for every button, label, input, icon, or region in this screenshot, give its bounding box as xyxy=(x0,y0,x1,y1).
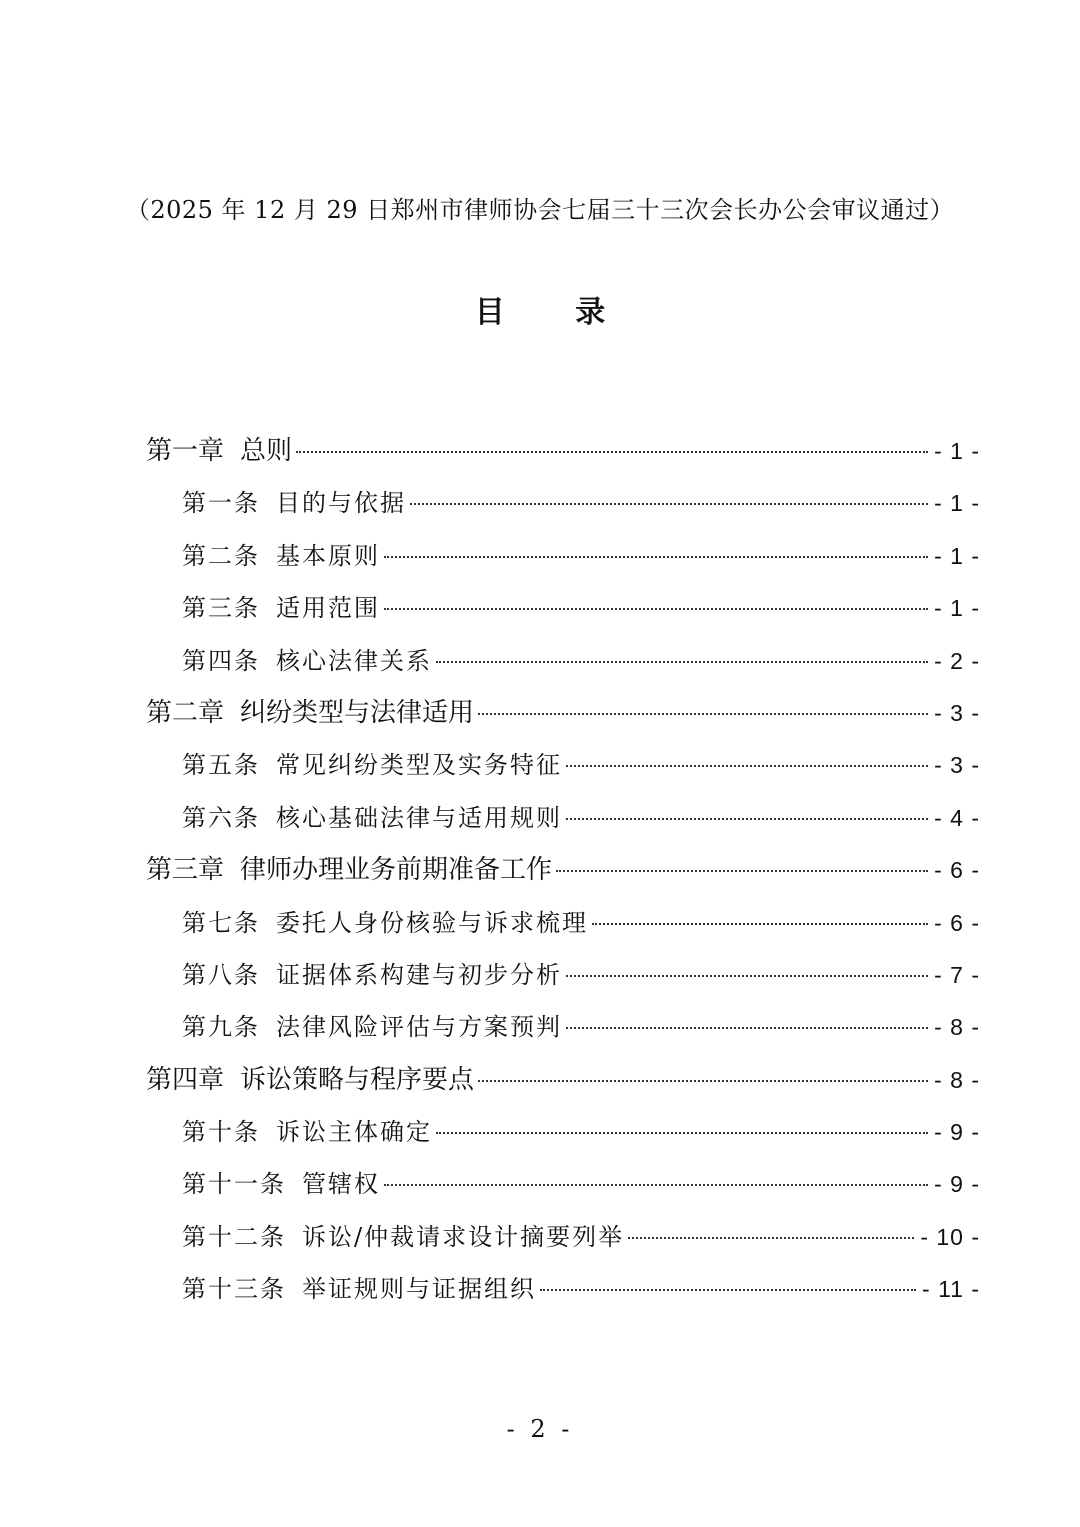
toc-entry-title: 证据体系构建与初步分析 xyxy=(276,960,562,989)
toc-entry-title: 律师办理业务前期准备工作 xyxy=(240,855,553,886)
toc-entry-article-5[interactable] xyxy=(146,739,980,791)
toc-page-number: - 1 - xyxy=(934,595,980,622)
toc-entry-title: 诉讼主体确定 xyxy=(276,1118,432,1147)
toc-entry-article-10[interactable] xyxy=(146,1106,980,1158)
toc-entry-title: 目的与依据 xyxy=(276,489,406,518)
toc-entry-number: 第二条 xyxy=(182,541,260,570)
toc-dot-leader xyxy=(384,608,928,610)
toc-entry-label xyxy=(182,1001,562,1053)
toc-page-number: - 8 - xyxy=(934,1014,980,1041)
toc-dot-leader xyxy=(410,503,928,505)
toc-entry-number: 第五条 xyxy=(182,751,260,780)
toc-entry-title: 举证规则与证据组织 xyxy=(302,1275,536,1304)
toc-entry-article-1[interactable] xyxy=(146,477,980,529)
toc-entry-label xyxy=(182,739,562,791)
toc-entry-title: 核心基础法律与适用规则 xyxy=(276,803,562,832)
toc-entry-number: 第七条 xyxy=(182,908,260,937)
toc-entry-article-7[interactable] xyxy=(146,897,980,949)
toc-dot-leader xyxy=(436,1132,928,1134)
toc-dot-leader xyxy=(436,661,928,663)
toc-entry-number: 第十二条 xyxy=(182,1222,286,1251)
toc-dot-leader xyxy=(566,1027,928,1029)
toc-entry-label xyxy=(182,1158,380,1210)
toc-dot-leader xyxy=(540,1289,916,1291)
toc-entry-number: 第一条 xyxy=(182,489,260,518)
toc-entry-number: 第四条 xyxy=(182,646,260,675)
page-number-footer: - 2 - xyxy=(506,1415,574,1443)
toc-entry-label xyxy=(182,1263,536,1315)
toc-dot-leader xyxy=(566,818,928,820)
toc-entry-number: 第二章 xyxy=(146,697,225,728)
toc-page-number: - 3 - xyxy=(934,699,980,726)
toc-entry-article-11[interactable] xyxy=(146,1158,980,1210)
toc-entry-article-12[interactable] xyxy=(146,1211,980,1263)
toc-page-number: - 3 - xyxy=(934,752,980,779)
toc-entry-label xyxy=(182,949,562,1001)
toc-entry-article-4[interactable] xyxy=(146,635,980,687)
toc-entry-title: 适用范围 xyxy=(276,594,380,623)
toc-page-number: - 2 - xyxy=(934,647,980,674)
toc-entry-number: 第三条 xyxy=(182,594,260,623)
toc-page-number: - 1 - xyxy=(934,490,980,517)
toc-entry-number: 第三章 xyxy=(146,855,225,886)
toc-entry-title: 总则 xyxy=(240,436,293,466)
toc-entry-number: 第一章 xyxy=(146,436,225,466)
toc-entry-title: 诉讼/仲裁请求设计摘要列举 xyxy=(302,1222,625,1251)
toc-dot-leader xyxy=(384,1184,928,1186)
toc-entry-number: 第十三条 xyxy=(182,1275,286,1304)
toc-entry-number: 第十条 xyxy=(182,1118,260,1147)
toc-entry-article-8[interactable] xyxy=(146,949,980,1001)
toc-entry-number: 第六条 xyxy=(182,803,260,832)
toc-entry-chapter-2[interactable] xyxy=(146,687,980,739)
toc-entry-article-13[interactable] xyxy=(146,1263,980,1315)
toc-entry-title: 法律风险评估与方案预判 xyxy=(276,1013,562,1042)
toc-entry-label xyxy=(182,792,562,844)
toc-page-number: - 8 - xyxy=(934,1066,980,1093)
toc-page-number: - 6 - xyxy=(934,857,980,884)
toc-page-number: - 10 - xyxy=(920,1223,980,1250)
toc-entry-number: 第八条 xyxy=(182,960,260,989)
toc-page-number: - 11 - xyxy=(922,1276,980,1303)
toc-dot-leader xyxy=(384,556,928,558)
toc-page-number: - 9 - xyxy=(934,1171,980,1198)
toc-page-number: - 6 - xyxy=(934,909,980,936)
toc-entry-chapter-3[interactable] xyxy=(146,844,980,896)
toc-entry-label xyxy=(146,844,552,896)
toc-dot-leader xyxy=(628,1237,914,1239)
toc-entry-label xyxy=(182,582,380,634)
toc-entry-number: 第十一条 xyxy=(182,1170,286,1199)
toc-entry-label xyxy=(146,425,292,477)
toc-entry-article-3[interactable] xyxy=(146,582,980,634)
toc-entry-label xyxy=(182,1106,432,1158)
toc-page-number: - 9 - xyxy=(934,1119,980,1146)
approval-note: （2025 年 12 月 29 日郑州市律师协会七届三十三次会长办公会审议通过） xyxy=(125,196,955,224)
toc-dot-leader xyxy=(566,975,928,977)
toc-entry-number: 第九条 xyxy=(182,1013,260,1042)
toc-dot-leader xyxy=(296,451,928,453)
toc-page-number: - 7 - xyxy=(934,961,980,988)
toc-entry-chapter-4[interactable] xyxy=(146,1054,980,1106)
toc-entry-number: 第四章 xyxy=(146,1064,225,1095)
table-of-contents xyxy=(146,425,980,1316)
toc-title: 目 录 xyxy=(474,295,636,330)
toc-entry-title: 纠纷类型与法律适用 xyxy=(240,697,475,728)
toc-entry-label xyxy=(182,897,588,949)
toc-entry-label xyxy=(146,687,474,739)
toc-entry-chapter-1[interactable] xyxy=(146,425,980,477)
toc-entry-label xyxy=(182,1211,624,1263)
toc-entry-article-9[interactable] xyxy=(146,1001,980,1053)
toc-entry-label xyxy=(182,477,406,529)
toc-entry-title: 管辖权 xyxy=(302,1170,380,1199)
toc-page-number: - 4 - xyxy=(934,804,980,831)
toc-dot-leader xyxy=(478,1080,928,1082)
toc-entry-title: 诉讼策略与程序要点 xyxy=(240,1064,475,1095)
toc-page-number: - 1 - xyxy=(934,438,980,464)
toc-entry-article-2[interactable] xyxy=(146,530,980,582)
toc-dot-leader xyxy=(566,765,928,767)
toc-dot-leader xyxy=(478,713,928,715)
toc-entry-label xyxy=(182,635,432,687)
toc-dot-leader xyxy=(592,923,928,925)
toc-dot-leader xyxy=(556,870,928,872)
toc-entry-label xyxy=(146,1054,474,1106)
toc-entry-title: 基本原则 xyxy=(276,541,380,570)
toc-entry-title: 委托人身份核验与诉求梳理 xyxy=(276,908,588,937)
toc-entry-title: 核心法律关系 xyxy=(276,646,432,675)
toc-page-number: - 1 - xyxy=(934,542,980,569)
toc-entry-title: 常见纠纷类型及实务特征 xyxy=(276,751,562,780)
toc-entry-article-6[interactable] xyxy=(146,792,980,844)
toc-entry-label xyxy=(182,530,380,582)
